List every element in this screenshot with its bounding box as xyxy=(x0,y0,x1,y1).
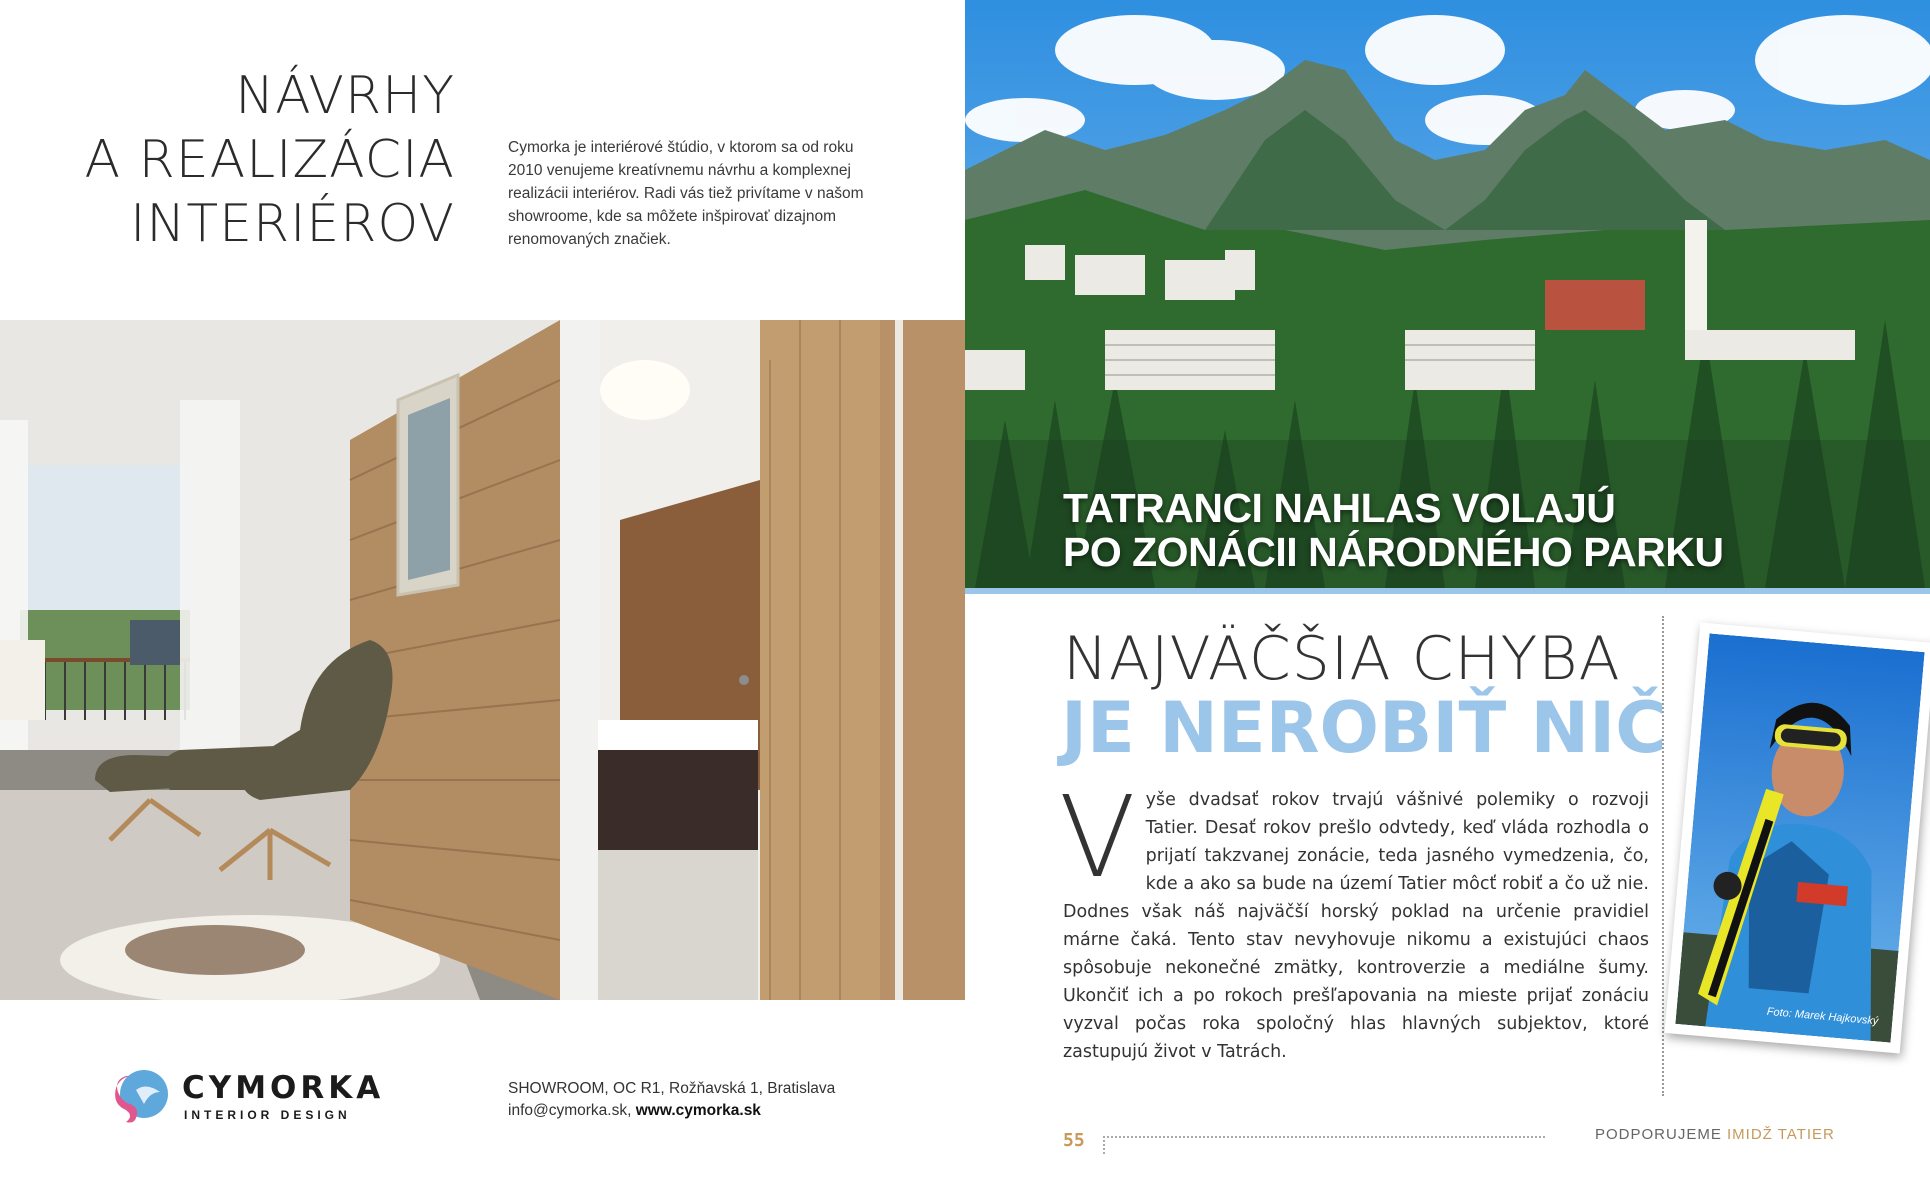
footer-rule-vertical xyxy=(1103,1136,1105,1154)
article-body xyxy=(1059,773,1649,1066)
photo-title xyxy=(1063,486,1723,574)
contact-website[interactable]: www.cymorka.sk xyxy=(635,1102,761,1119)
logo-subtitle: INTERIOR DESIGN xyxy=(184,1108,351,1122)
photo-title-line-2: PO ZONÁCII NÁRODNÉHO PARKU xyxy=(1063,529,1724,575)
contact-block xyxy=(508,1078,835,1122)
footer-rule xyxy=(1103,1136,1545,1138)
blue-divider xyxy=(965,588,1930,594)
vertical-divider xyxy=(1662,616,1664,1096)
ad-heading xyxy=(85,64,455,256)
headline-line-2: JE NEROBIŤ NIČ xyxy=(1061,687,1667,769)
headline-line-1: NAJVÄČŠIA CHYBA xyxy=(1063,624,1621,694)
logo-name: CYMORKA xyxy=(182,1070,385,1106)
contact-line xyxy=(508,1100,835,1122)
interior-photo xyxy=(0,320,965,1000)
ad-heading-line-3: INTERIÉROV xyxy=(130,194,455,254)
ad-intro-text: Cymorka je interiérové štúdio, v ktorom sa od roku 2010 venujeme kreatívnemu návrhu a komplexnej realizácii interiérov. Radi vás tiež privítame v našom showroome, kde sa môžete inšpirovať dizajnom renomovaných značiek. xyxy=(508,139,864,248)
showroom-address: SHOWROOM, OC R1, Rožňavská 1, Bratislava xyxy=(508,1080,836,1097)
right-page xyxy=(965,0,1930,1190)
ad-heading-line-1: NÁVRHY xyxy=(235,66,455,126)
flamingo-logo-icon xyxy=(106,1068,172,1124)
ad-heading-line-2: A REALIZÁCIA xyxy=(84,130,455,190)
footer-label-accent: IMIDŽ TATIER xyxy=(1727,1126,1835,1143)
contact-email[interactable]: info@cymorka.sk, xyxy=(508,1102,636,1119)
drop-cap: V xyxy=(1059,773,1136,903)
photo-credit: Foto: Marek Hajkovský xyxy=(1766,1005,1879,1028)
footer-section-label xyxy=(1595,1126,1835,1143)
footer-label-text: PODPORUJEME xyxy=(1595,1126,1728,1143)
cymorka-logo[interactable] xyxy=(106,1068,406,1124)
page-number: 55 xyxy=(1063,1130,1085,1151)
portrait-photo xyxy=(1664,622,1930,1053)
article-body-text: yše dvadsať rokov trvajú vášnivé polemiky o rozvoji Tatier. Desať rokov prešlo odvtedy, keď vláda rozhodla o prijatí takzvanej zonácie, teda jasného vymedzenia, čo, kde a ako sa bude na území Tatier môcť robiť a čo už nie. Dodnes však náš najväčší horský poklad na určenie pravidiel márne čaká. Tento stav nevyhovuje nikomu a existujúci chaos spôsobuje nekonečné zmätky, kontroverzie a mediálne šumy. Ukončiť ich a po rokoch prešľapovania na mieste prijať zonáciu vyzval počas roka spoločný hlas hlavných subjektov, ktoré zastupujú život v Tatrách. xyxy=(1063,790,1649,1062)
photo-title-line-1: TATRANCI NAHLAS VOLAJÚ xyxy=(1063,485,1616,531)
